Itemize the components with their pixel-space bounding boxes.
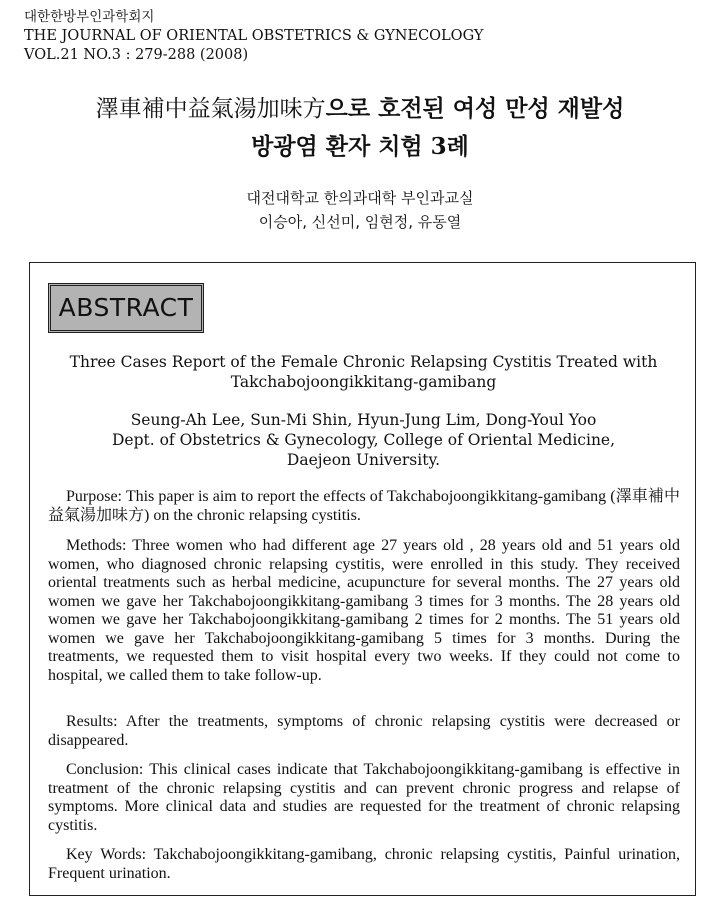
department-korean: 대전대학교 한의과대학 부인과교실: [246, 189, 474, 207]
english-title: [30, 352, 697, 392]
conclusion-text: This clinical cases indicate that Takchabojoongikkitang-gamibang is effective in treatment of the chronic relapsing cystitis and can prevent chronic progress and relapse of symptoms. More clinical data and studies are requested for the treatment of chronic relapsing cystitis.: [48, 761, 680, 834]
english-authors-block: [30, 410, 697, 470]
english-title-line-1: Three Cases Report of the Female Chronic Relapsing Cystitis Treated with: [69, 353, 658, 371]
affiliation-korean: [0, 186, 720, 234]
journal-name: THE JOURNAL OF ORIENTAL OBSTETRICS & GYNECOLOGY: [24, 28, 484, 44]
journal-header: [24, 8, 483, 65]
purpose-section: [48, 488, 680, 525]
conclusion-section: [48, 761, 680, 835]
title-line-2: 방광염 환자 치험 3례: [251, 133, 469, 160]
journal-citation: VOL.21 NO.3 : 279-288 (2008): [24, 47, 249, 63]
purpose-heading: Purpose:: [66, 488, 122, 505]
english-title-line-2: Takchabojoongikkitang-gamibang: [230, 373, 497, 391]
methods-heading: Methods:: [66, 537, 127, 554]
results-text: After the treatments, symptoms of chronic relapsing cystitis were decreased or disappeared.: [48, 713, 681, 749]
purpose-text: This paper is aim to report the effects of Takchabojoongikkitang-gamibang (澤車補中益氣湯加味方) on the chronic relapsing cystitis.: [48, 488, 680, 524]
title-hanja: 澤車補中益氣湯加味方: [95, 96, 326, 122]
authors-korean: 이승아, 신선미, 임현정, 유동열: [258, 213, 462, 231]
title-line-1-rest: 으로 호전된 여성 만성 재발성: [325, 95, 625, 122]
english-department: Dept. of Obstetrics & Gynecology, College of Oriental Medicine,: [111, 431, 616, 449]
methods-section: [48, 537, 680, 685]
english-university: Daejeon University.: [286, 451, 441, 469]
keywords-section: [48, 846, 680, 883]
paper-title-korean: [0, 90, 720, 166]
keywords-text: Takchabojoongikkitang-gamibang, chronic relapsing cystitis, Painful urination, Frequent urination.: [48, 846, 681, 882]
keywords-heading: Key Words:: [66, 846, 147, 863]
journal-society: 대한한방부인과학회지: [24, 9, 155, 25]
methods-text: Three women who had different age 27 years old , 28 years old and 51 years old women, who diagnosed chronic relapsing cystitis, were enrolled in this study. They received oriental treatments such as herbal medicine, acupuncture for several months. The 27 years old women we gave her Takchabojoongikkitang-gamibang 3 times for 3 months. The 28 years old women we gave her Takchabojoongikkitang-gamibang 2 times for 2 months. The 51 years old women we gave her Takchabojoongikkitang-gamibang 5 times for 3 months. During the treatments, we requested them to visit hospital every two weeks. If they could not come to hospital, we called them to take follow-up.: [48, 537, 681, 684]
abstract-label: ABSTRACT: [48, 283, 204, 333]
results-heading: Results:: [66, 713, 118, 730]
results-section: [48, 713, 680, 750]
title-line-1: [0, 90, 720, 128]
english-authors: Seung-Ah Lee, Sun-Mi Shin, Hyun-Jung Lim, Dong-Youl Yoo: [130, 411, 597, 429]
conclusion-heading: Conclusion:: [66, 761, 144, 778]
abstract-box: [29, 262, 696, 896]
